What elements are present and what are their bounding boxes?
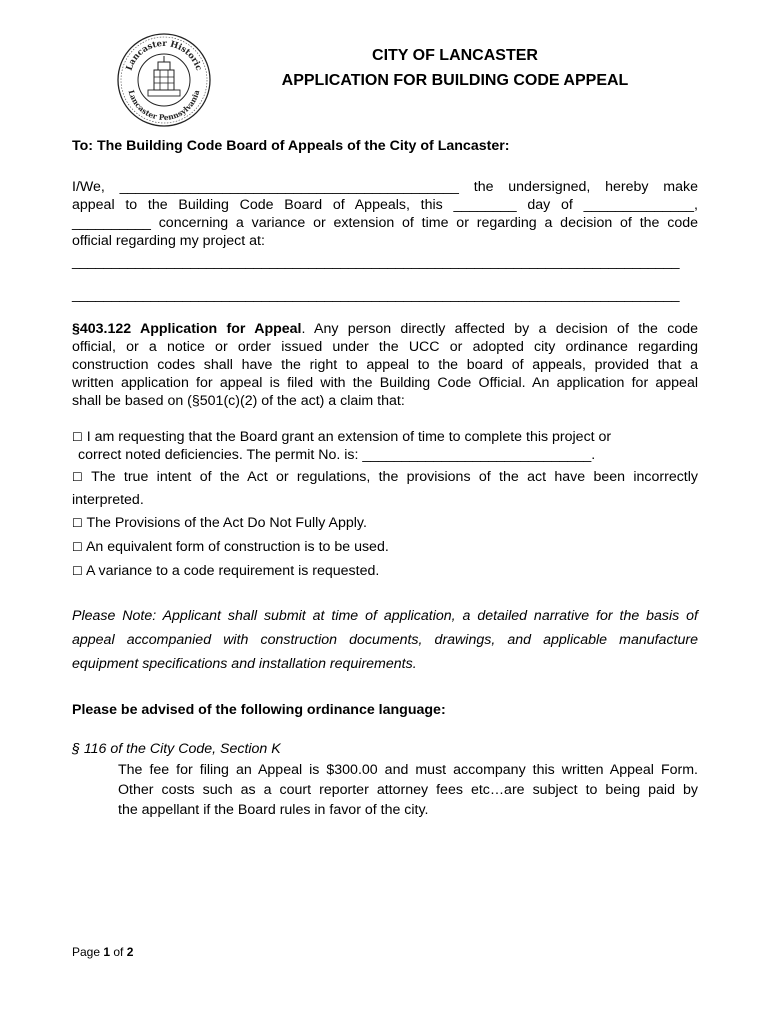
address-blank-line-1: _____________________________________________________________________________ xyxy=(72,254,680,270)
checkbox-not-fully-apply[interactable]: ☐ xyxy=(72,516,83,530)
section-403-line-2: official, or a notice or order issued under the UCC or adopted city ordinance regarding xyxy=(72,339,698,355)
section-403-line-1: §403.122 Application for Appeal. Any person directly affected by a decision of the code xyxy=(72,321,698,337)
city-seal-logo xyxy=(116,32,212,128)
page-number: Page 1 of 2 xyxy=(72,945,134,959)
option-variance: ☐ A variance to a code requirement is requested. xyxy=(72,563,380,579)
address-blank-line-2: _____________________________________________________________________________ xyxy=(72,287,680,303)
option-equivalent-construction: ☐ An equivalent form of construction is to be used. xyxy=(72,539,389,555)
ordinance-line-1: The fee for filing an Appeal is $300.00 and must accompany this written Appeal Form. xyxy=(118,762,698,778)
addressee-line: To: The Building Code Board of Appeals of the City of Lancaster: xyxy=(72,138,510,154)
advisory-heading: Please be advised of the following ordinance language: xyxy=(72,702,446,718)
checkbox-equivalent-construction[interactable]: ☐ xyxy=(72,540,83,554)
intro-line-4: official regarding my project at: xyxy=(72,233,265,249)
document-title-city: CITY OF LANCASTER xyxy=(372,47,538,64)
option-true-intent: ☐ The true intent of the Act or regulations, the provisions of the act have been incorrectly xyxy=(72,469,698,485)
option-not-fully-apply: ☐ The Provisions of the Act Do Not Fully Apply. xyxy=(72,515,367,531)
ordinance-line-2: Other costs such as a court reporter attorney fees etc…are subject to being paid by xyxy=(118,782,698,798)
ordinance-line-3: the appellant if the Board rules in favor of the city. xyxy=(118,802,429,818)
intro-line-2: appeal to the Building Code Board of Appeals, this ________ day of ______________, xyxy=(72,197,698,213)
option-extension-permit-line: correct noted deficiencies. The permit No. is: _____________________________. xyxy=(78,447,596,463)
checkbox-variance[interactable]: ☐ xyxy=(72,564,83,578)
seal-lower-text: Lancaster Pennsylvania xyxy=(126,89,202,123)
note-line-2: appeal accompanied with construction documents, drawings, and applicable manufacture xyxy=(72,632,698,648)
section-403-line-4: written application for appeal is filed with the Building Code Official. An application for appeal xyxy=(72,375,698,391)
note-line-3: equipment specifications and installation requirements. xyxy=(72,656,417,672)
seal-upper-text: Lancaster Historic xyxy=(124,38,204,73)
section-403-line-5: shall be based on (§501(c)(2) of the act) a claim that: xyxy=(72,393,405,409)
section-403-line-3: construction codes shall have the right to appeal to the board of appeals, provided that a xyxy=(72,357,698,373)
document-title-application: APPLICATION FOR BUILDING CODE APPEAL xyxy=(281,72,629,89)
checkbox-true-intent[interactable]: ☐ xyxy=(72,470,83,484)
option-extension-of-time: ☐ I am requesting that the Board grant an extension of time to complete this project or xyxy=(72,429,612,445)
intro-line-1: I/We, ___________________________________________ the undersigned, hereby make xyxy=(72,179,698,195)
option-true-intent-line-2: interpreted. xyxy=(72,492,144,508)
intro-line-3: __________ concerning a variance or extension of time or regarding a decision of the code xyxy=(72,215,698,231)
section-403-heading: §403.122 Application for Appeal xyxy=(72,321,302,337)
checkbox-extension-of-time[interactable]: ☐ xyxy=(72,430,83,444)
ordinance-reference: § 116 of the City Code, Section K xyxy=(72,741,281,757)
note-line-1: Please Note: Applicant shall submit at time of application, a detailed narrative for the basis of xyxy=(72,608,698,624)
